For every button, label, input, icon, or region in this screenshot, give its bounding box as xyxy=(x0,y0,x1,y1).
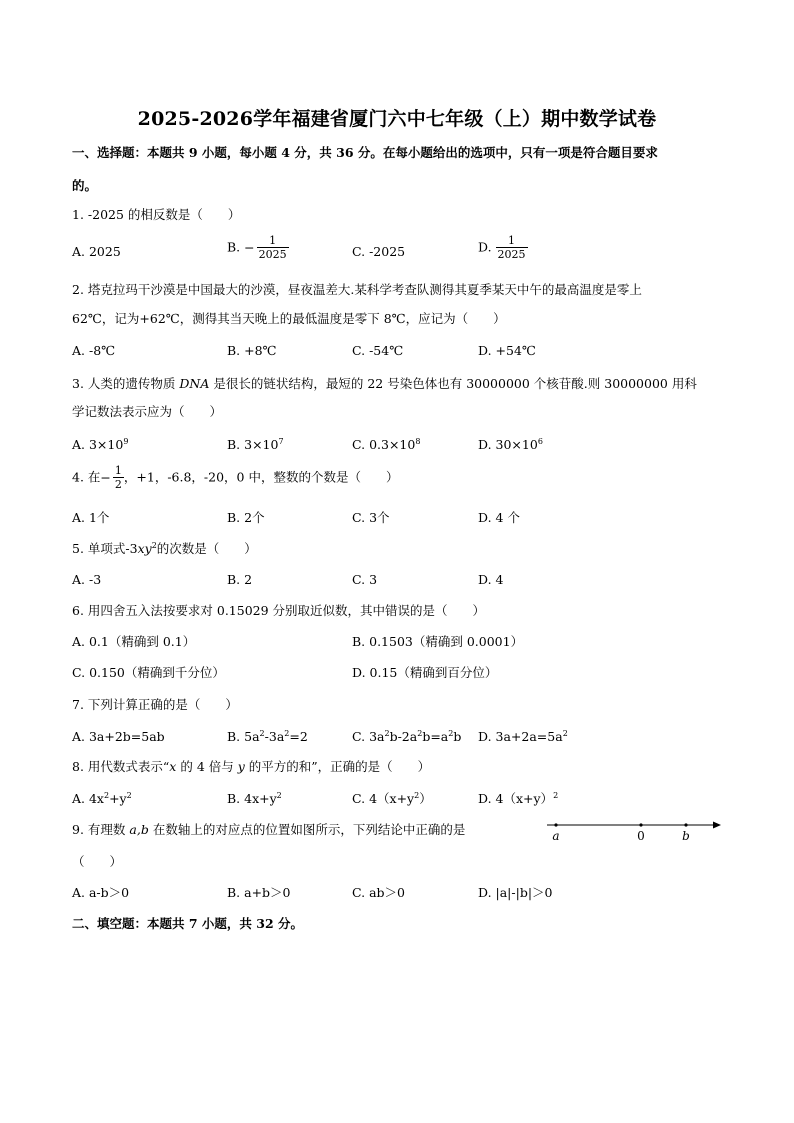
q2-stem-line1: 2. 塔克拉玛干沙漠是中国最大的沙漠，昼夜温差大.某科学考查队测得其夏季某天中午的最高温度是零上 xyxy=(72,282,642,297)
q1-option-a: A. 2025 xyxy=(72,244,121,259)
point-b-dot xyxy=(684,823,687,826)
q7-option-d: D. $3a+2a=5a^2$ xyxy=(478,728,568,744)
q4-option-c: C. 3个 xyxy=(352,510,390,525)
q6-option-b: B. 0.1503（精确到 0.0001） xyxy=(352,634,524,649)
section1-heading: 一、选择题：本题共 9 小题，每小题 4 分，共 36 分。在每小题给出的选项中，只有一项是符合题目要求 xyxy=(72,145,658,160)
q1-stem: 1. -2025 的相反数是（ ） xyxy=(72,207,241,222)
q6-stem: 6. 用四舍五入法按要求对 0.15029 分别取近似数，其中错误的是（ ） xyxy=(72,603,486,618)
q6-option-a: A. 0.1（精确到 0.1） xyxy=(72,634,196,649)
q8-option-c: C. $4(x+y^2)$ xyxy=(352,790,432,806)
number-line-arrow-icon xyxy=(713,822,721,829)
q4-fraction: $\frac{1}{2}$ xyxy=(114,464,122,491)
q3-option-a: A. $3\times 10^9$ xyxy=(72,436,129,452)
q4-option-b: B. 2个 xyxy=(227,510,265,525)
q6-option-d: D. 0.15（精确到百分位） xyxy=(352,665,498,680)
q1-option-b: B. − $\frac{1}{2025}$ xyxy=(227,234,287,261)
q7-option-a: A. 3a+2b=5ab xyxy=(72,729,165,744)
q4-option-d: D. 4 个 xyxy=(478,510,520,525)
q8-option-d: D. $4(x+y)^2$ xyxy=(478,790,559,806)
section1-heading-cont: 的。 xyxy=(72,178,98,193)
number-line-label-zero: 0 xyxy=(637,829,645,843)
q9-option-d: D. |a|-|b|＞0 xyxy=(478,885,553,900)
point-a-dot xyxy=(554,823,557,826)
q2-option-b: B. +8℃ xyxy=(227,343,277,358)
q5-option-c: C. 3 xyxy=(352,572,378,587)
q2-option-d: D. +54℃ xyxy=(478,343,536,358)
q7-option-b: B. $5a^2-3a^2=2$ xyxy=(227,728,308,744)
q2-option-a: A. -8℃ xyxy=(72,343,116,358)
point-zero-dot xyxy=(639,823,642,826)
q2-stem-line2: 62℃，记为+62℃，测得其当天晚上的最低温度是零下 8℃，应记为（ ） xyxy=(72,311,506,326)
q4-option-a: A. 1个 xyxy=(72,510,110,525)
q9-number-line xyxy=(545,815,725,847)
number-line-label-b: b xyxy=(682,829,690,843)
q8-option-b: B. $4x+y^2$ xyxy=(227,790,282,806)
q2-option-c: C. -54℃ xyxy=(352,343,404,358)
q3-option-d: D. $30\times 10^6$ xyxy=(478,436,543,452)
q5-option-d: D. 4 xyxy=(478,572,504,587)
section2-heading: 二、填空题：本题共 7 小题，共 32 分。 xyxy=(72,916,304,931)
q7-option-c: C. $3a^2b-2a^2b=a^2b$ xyxy=(352,728,462,744)
page-title: 2025-2026学年福建省厦门六中七年级（上）期中数学试卷 xyxy=(137,108,657,130)
q1-b-fraction: $\frac{1}{2025}$ xyxy=(258,234,287,261)
q4-stem: 4. 在− $\frac{1}{2}$ ，+1，-6.8，-20，0 中，整数的个数是（ ） xyxy=(72,464,399,491)
q3-option-c: C. $0.3\times 10^8$ xyxy=(352,436,421,452)
q3-stem-line2: 学记数法表示应为（ ） xyxy=(72,404,223,419)
q1-d-fraction: $\frac{1}{2025}$ xyxy=(497,234,526,261)
q5-option-a: A. -3 xyxy=(72,572,102,587)
q9-option-b: B. a+b＞0 xyxy=(227,885,291,900)
q5-stem: 5. 单项式$-3xy^2$的次数是（ ） xyxy=(72,540,257,556)
q9-stem-line1: 9. 有理数 a,b 在数轴上的对应点的位置如图所示，下列结论中正确的是 xyxy=(72,822,466,837)
q9-stem-line2: （ ） xyxy=(72,854,123,869)
q6-option-c: C. 0.150（精确到千分位） xyxy=(72,665,225,680)
q9-option-c: C. ab＞0 xyxy=(352,885,405,900)
q1-option-d: D. $\frac{1}{2025}$ xyxy=(478,234,526,261)
q9-option-a: A. a-b＞0 xyxy=(72,885,130,900)
q1-option-c: C. -2025 xyxy=(352,244,406,259)
q7-stem: 7. 下列计算正确的是（ ） xyxy=(72,697,238,712)
q8-stem: 8. 用代数式表示“x 的 4 倍与 y 的平方的和”，正确的是（ ） xyxy=(72,759,431,774)
q3-option-b: B. $3\times 10^7$ xyxy=(227,436,284,452)
q5-option-b: B. 2 xyxy=(227,572,253,587)
q8-option-a: A. $4x^2+y^2$ xyxy=(72,790,132,806)
q3-stem-line1: 3. 人类的遗传物质 DNA 是很长的链状结构，最短的 22 号染色体也有 30000000 个核苷酸.则 30000000 用科 xyxy=(72,376,697,391)
number-line-label-a: a xyxy=(552,829,560,843)
